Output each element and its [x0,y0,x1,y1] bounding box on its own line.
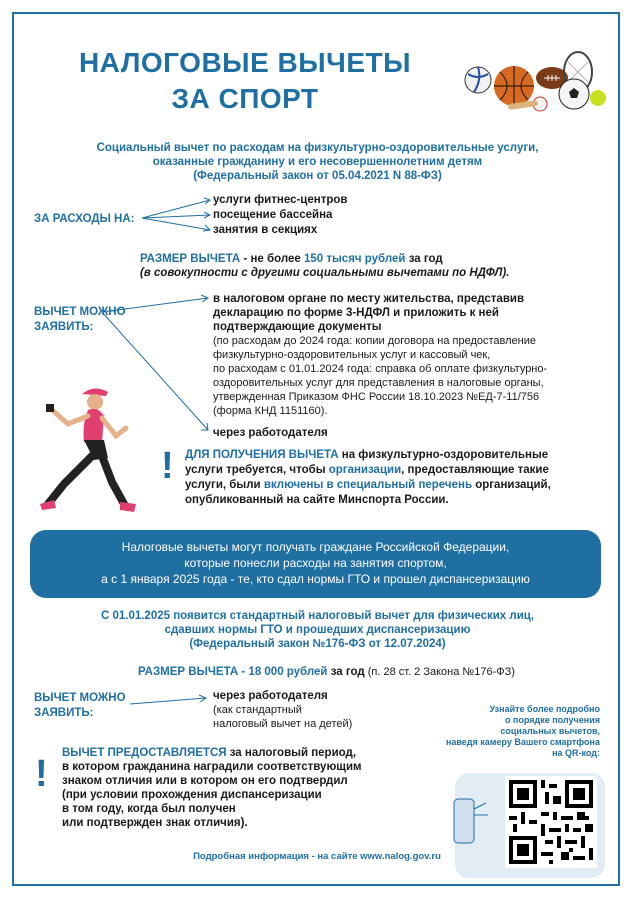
runner-woman-illustration [38,380,148,520]
provision-condition: ВЫЧЕТ ПРЕДОСТАВЛЯЕТСЯ за налоговый период, в котором гражданина наградили соответствующим знаком отличия или в котором он его подтвердил (при условии прохождения диспансеризации в том году, когда был получен или подтвержден знак отличия). [62,747,362,829]
list-item: занятия в секциях [213,224,318,236]
claim-label: ВЫЧЕТ МОЖНО ЗАЯВИТЬ: [34,306,126,333]
page-title: НАЛОГОВЫЕ ВЫЧЕТЫ ЗА СПОРТ [78,47,412,114]
phone-camera-icon [450,795,490,850]
list-item: услуги фитнес-центров [213,194,348,206]
inclusion-condition: ДЛЯ ПОЛУЧЕНИЯ ВЫЧЕТА на физкультурно-оздоровительные услуги требуется, чтобы организации, предоставляющие такие услуги, были включены в специальный перечень организаций, опубликованный на сайте Минспорта России. [185,449,551,506]
claim-option-tax-office: в налоговом органе по месту жительства, представив декларацию по форме 3-НДФЛ и приложить к ней подтверждающие документы (по расходам до 2024 года: копии договора на предоставление физкультурно-оздоровительных услуг и кассовый чек, по расходам с 01.01.2024 года: справка об оплате физкультурно- оздоровительных услуг для представления в налоговые органы, утвержденная Приказом ФНС России 18.10.2023 №ЕД-7-11/756 (форма КНД 1151160). [213,293,548,417]
tennis-ball-icon [590,90,606,106]
claim-label-2: ВЫЧЕТ МОЖНО ЗАЯВИТЬ: [34,692,126,719]
qr-promo-text: Узнайте более подробно о порядке получения социальных вычетов, наведя камеру Вашего смартфона на QR-код: [445,704,600,758]
expenses-list [213,193,347,238]
list-item: посещение бассейна [213,209,333,221]
claim2-arrow [128,690,213,710]
deduction-amount-150k: РАЗМЕР ВЫЧЕТА - не более 150 тысяч рублей за год (в совокупности с другими социальными вычетами по НДФЛ). [140,253,510,279]
claim-option-employer: через работодателя [213,427,328,439]
footer-info: Подробная информация - на сайте www.nalog.gov.ru [193,851,441,862]
deduction-amount-18k: РАЗМЕР ВЫЧЕТА - 18 000 рублей за год (п. 28 ст. 2 Закона №176-ФЗ) [138,666,515,678]
warning-exclamation-icon: ! [161,445,174,487]
claim2-option: через работодателя (как стандартный налоговый вычет на детей) [213,690,353,730]
expenses-arrows [140,192,215,237]
expenses-label: ЗА РАСХОДЫ НА: [34,213,135,225]
warning-exclamation-icon-2: ! [35,753,48,795]
standard-deduction-header: С 01.01.2025 появится стандартный налоговый вычет для физических лиц, сдавших нормы ГТО и прошедших диспансеризацию (Федеральный закон №176-ФЗ от 12.07.2024) [100,610,535,650]
social-deduction-header: Социальный вычет по расходам на физкультурно-оздоровительные услуги, оказанные гражданину и его несовершеннолетним детям (Федеральный закон от 05.04.2021 N 88-ФЗ) [96,142,539,182]
eligibility-banner: Налоговые вычеты могут получать граждане Российской Федерации, которые понесли расходы на занятия спортом, а с 1 января 2025 года - те, кто сдал нормы ГТО и прошел диспансеризацию [30,530,601,598]
sports-balls-illustration [460,48,610,112]
